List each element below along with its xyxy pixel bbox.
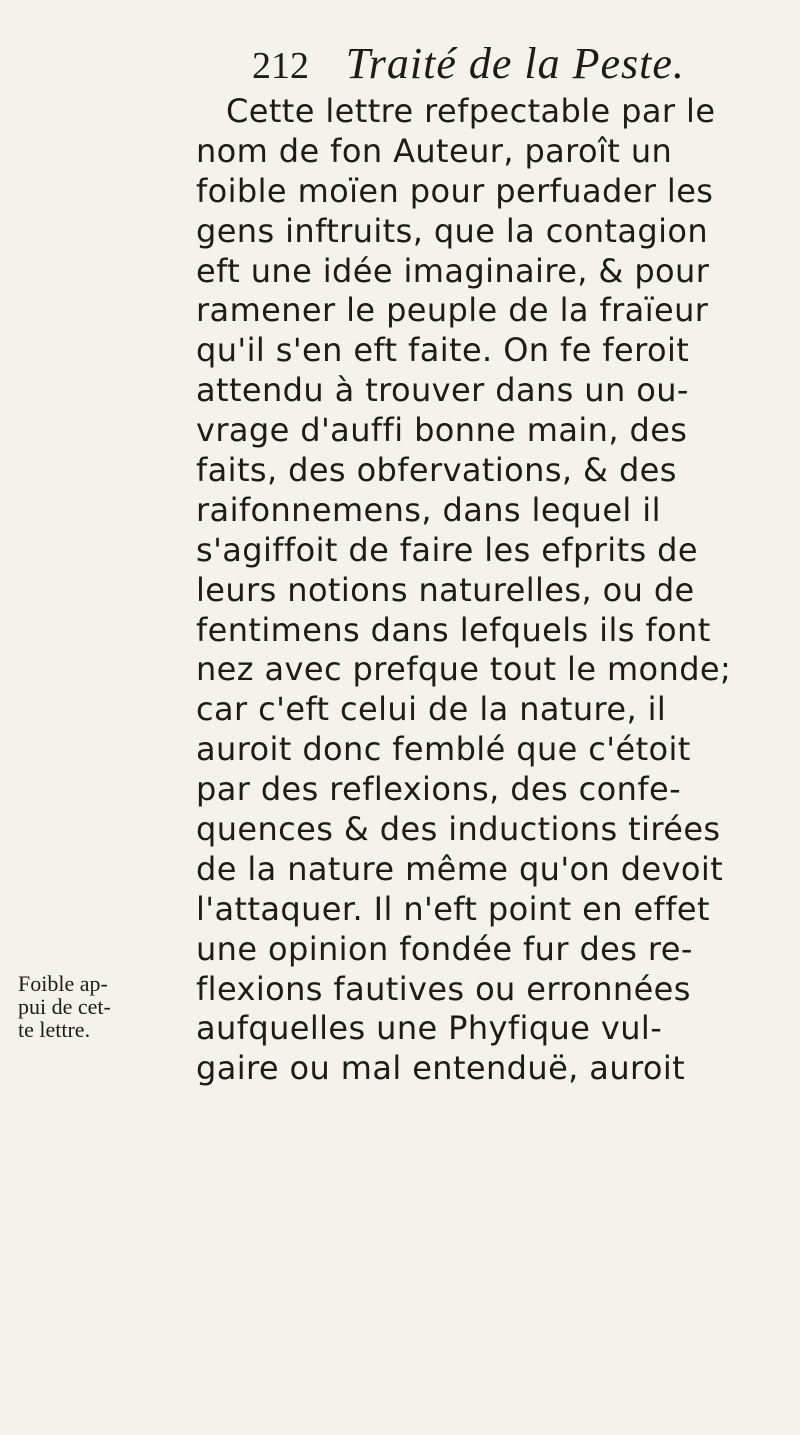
text-line: fentimens dans lefquels ils font: [196, 610, 711, 649]
text-line: auroit donc femblé que c'étoit: [196, 730, 691, 769]
body-text: [196, 92, 786, 1089]
text-line: l'attaquer. Il n'eft point en effet: [196, 889, 710, 928]
margin-note: [18, 972, 188, 1041]
text-line: nom de fon Auteur, paroît un: [196, 131, 673, 170]
text-line: eft une idée imaginaire, & pour: [196, 251, 710, 290]
margin-note-line: pui de cet-: [18, 994, 111, 1019]
text-line: faits, des obfervations, & des: [196, 451, 677, 490]
text-line: s'agiffoit de faire les efprits de: [196, 530, 698, 569]
text-line: gens inftruits, que la contagion: [196, 211, 709, 250]
text-line: car c'eft celui de la nature, il: [196, 690, 667, 729]
text-line: de la nature même qu'on devoit: [196, 849, 724, 888]
text-line: leurs notions naturelles, ou de: [196, 570, 695, 609]
text-line: une opinion fondée fur des re-: [196, 929, 693, 968]
text-line: nez avec prefque tout le monde;: [196, 650, 732, 689]
text-line: vrage d'auffi bonne main, des: [196, 411, 688, 450]
margin-note-line: Foible ap-: [18, 971, 108, 996]
text-line: par des reflexions, des confe-: [196, 770, 682, 809]
text-line: flexions fautives ou erronnées: [196, 969, 691, 1008]
text-line: raifonnemens, dans lequel il: [196, 490, 661, 529]
text-line: Cette lettre refpectable par le: [226, 92, 716, 130]
text-line: ramener le peuple de la fraïeur: [196, 291, 709, 330]
text-line: foible moïen pour perfuader les: [196, 171, 714, 210]
text-line: aufquelles une Phyfique vul-: [196, 1009, 663, 1048]
text-line: quences & des inductions tirées: [196, 810, 721, 849]
text-line: attendu à trouver dans un ou-: [196, 371, 689, 410]
margin-note-line: te lettre.: [18, 1017, 91, 1042]
page-number: 212: [252, 45, 309, 87]
text-line: qu'il s'en eft faite. On fe feroit: [196, 331, 690, 370]
running-title: Traité de la Peste.: [345, 39, 685, 88]
text-line: gaire ou mal entenduë, auroit: [196, 1049, 686, 1088]
running-head: [252, 40, 685, 90]
